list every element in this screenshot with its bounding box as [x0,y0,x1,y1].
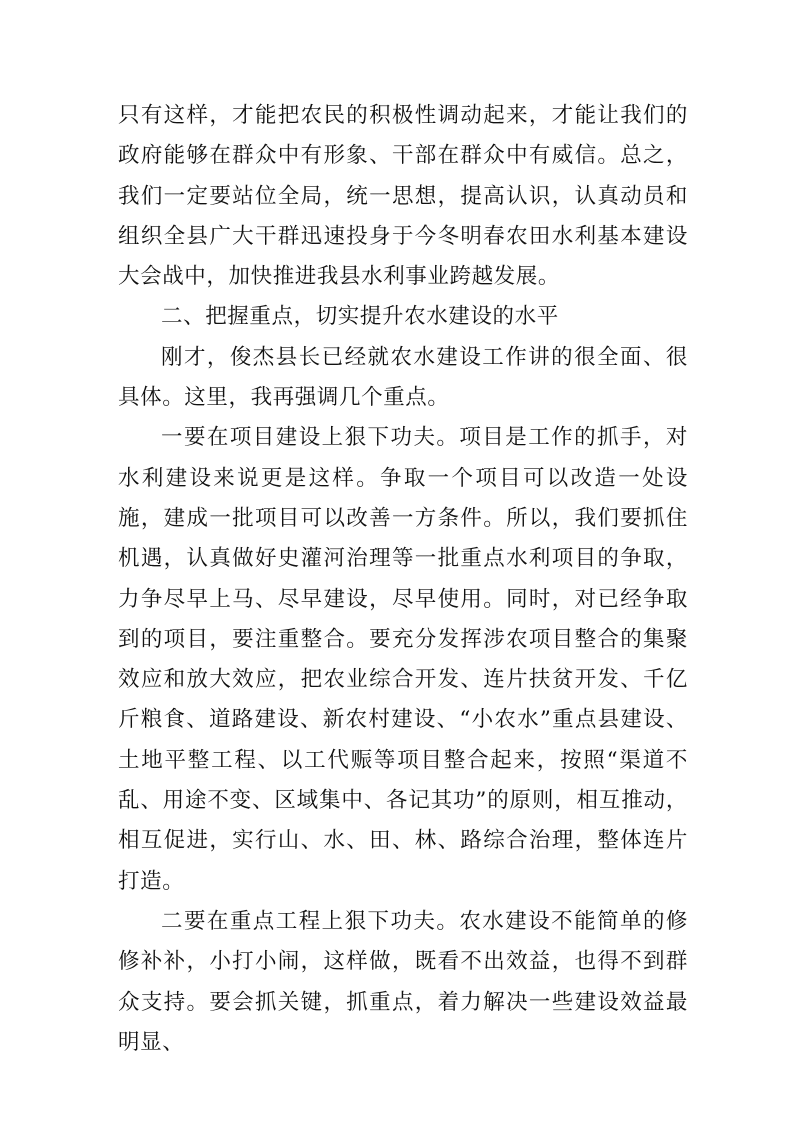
paragraph-key-projects: 二要在重点工程上狠下功夫。农水建设不能简单的修修补补，小打小闹，这样做，既看不出效益，也得不到群众支持。要会抓关键，抓重点，着力解决一些建设效益最明显、 [118,908,688,1055]
document-body [118,96,688,1063]
paragraph-intro: 刚才，俊杰县长已经就农水建设工作讲的很全面、很具体。这里，我再强调几个重点。 [118,344,688,411]
paragraph-conclusion: 只有这样，才能把农民的积极性调动起来，才能让我们的政府能够在群众中有形象、干部在群众中有威信。总之，我们一定要站位全局，统一思想，提高认识，认真动员和组织全县广大干群迅速投身于今冬明春农田水利基本建设大会战中，加快推进我县水利事业跨越发展。 [118,103,688,290]
section-heading: 二、把握重点，切实提升农水建设的水平 [161,304,559,330]
paragraph-project-construction: 一要在项目建设上狠下功夫。项目是工作的抓手，对水利建设来说更是这样。争取一个项目可以改造一处设施，建成一批项目可以改善一方条件。所以，我们要抓住机遇，认真做好史灌河治理等一批重点水利项目的争取，力争尽早上马、尽早建设，尽早使用。同时，对已经争取到的项目，要注重整合。要充分发挥涉农项目整合的集聚效应和放大效应，把农业综合开发、连片扶贫开发、千亿斤粮食、道路建设、新农村建设、“小农水”重点县建设、土地平整工程、以工代赈等项目整合起来，按照“渠道不乱、用途不变、区域集中、各记其功”的原则，相互推动，相互促进，实行山、水、田、林、路综合治理，整体连片打造。 [118,425,688,894]
